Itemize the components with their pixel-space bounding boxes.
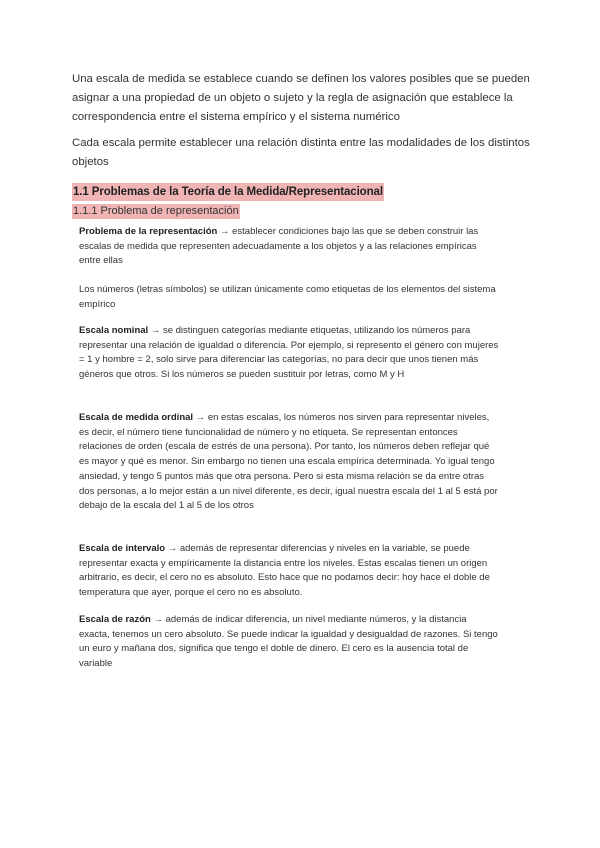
paragraph-escala-ordinal (79, 411, 499, 514)
paragraph-escala-intervalo (79, 542, 499, 601)
text-escala-nominal: → se distinguen categorías mediante etiquetas, utilizando los números para representar una relación de igualdad o diferencia. Por ejemplo, si represento el género con mujeres = 1 y hombre = 2, solo sirve para diferenciar las categorías, no para decir que unos tienen más géneros que otros. Si los números se pueden sustituir por letras, como M y H (79, 325, 499, 381)
text-escala-ordinal: → en estas escalas, los números nos sirven para representar niveles, es decir, el número tiene funcionalidad de número y no etiqueta. Se representan entonces relaciones de orden (escala de estrés de una persona). Por tanto, los números deben reflejar qué es mayor y qué es menor. Sin embargo no tienen una escala empírica determinada. Yo igual tengo ansiedad, y tengo 5 puntos más que otra persona. Pero si esta misma relación se da entre otras dos personas, a lo mejor están a un nivel diferente, es decir, igual nuestra escala del 1 al 5 está por debajo de la escala del 1 al 5 de los otros (79, 412, 498, 512)
term-escala-razon: Escala de razón (79, 614, 151, 625)
text-numeros-etiquetas: Los números (letras símbolos) se utilizan únicamente como etiquetas de los elementos del sistema empírico (79, 284, 496, 310)
term-escala-ordinal: Escala de medida ordinal (79, 412, 194, 423)
text-escala-razon: → además de indicar diferencia, un nivel mediante números, y la distancia exacta, tenemos un cero absoluto. Se puede indicar la igualdad y desigualdad de razones. Si tengo un euro y mañana dos, significa que tengo el doble de dinero. El cero es la ausencia total de variable (79, 614, 498, 670)
term-problema-representacion: Problema de la representación (79, 226, 218, 237)
intro-paragraph-1: Una escala de medida se establece cuando se definen los valores posibles que se pueden asignar a una propiedad de un objeto o sujeto y la regla de asignación que establece la correspondencia entre el sistema empírico y el sistema numérico (72, 73, 530, 123)
paragraph-numeros-etiquetas (79, 283, 499, 312)
term-escala-intervalo: Escala de intervalo (79, 543, 166, 554)
paragraph-escala-nominal (79, 324, 499, 383)
paragraph-escala-razon (79, 613, 499, 672)
text-problema-representacion: → establecer condiciones bajo las que se deben construir las escalas de medida que representen adecuadamente a los objetos y a las relaciones empíricas entre ellas (79, 226, 479, 267)
term-escala-nominal: Escala nominal (79, 325, 149, 336)
subsection-heading-1-1-1: 1.1.1 Problema de representación (73, 205, 239, 217)
text-escala-intervalo: → además de representar diferencias y niveles en la variable, se puede representar exacta y empíricamente la distancia entre los niveles. Estas escalas tienen un origen arbitrario, es decir, el cero no es absoluto. Esto hace que no podamos decir: hoy hace el doble de temperatura que ayer, porque el cero no es absoluto. (79, 543, 490, 599)
paragraph-problema-representacion (79, 225, 499, 269)
intro-paragraph-2: Cada escala permite establecer una relación distinta entre las modalidades de los distintos objetos (72, 137, 530, 168)
section-heading-1-1: 1.1 Problemas de la Teoría de la Medida/Representacional (72, 183, 384, 201)
